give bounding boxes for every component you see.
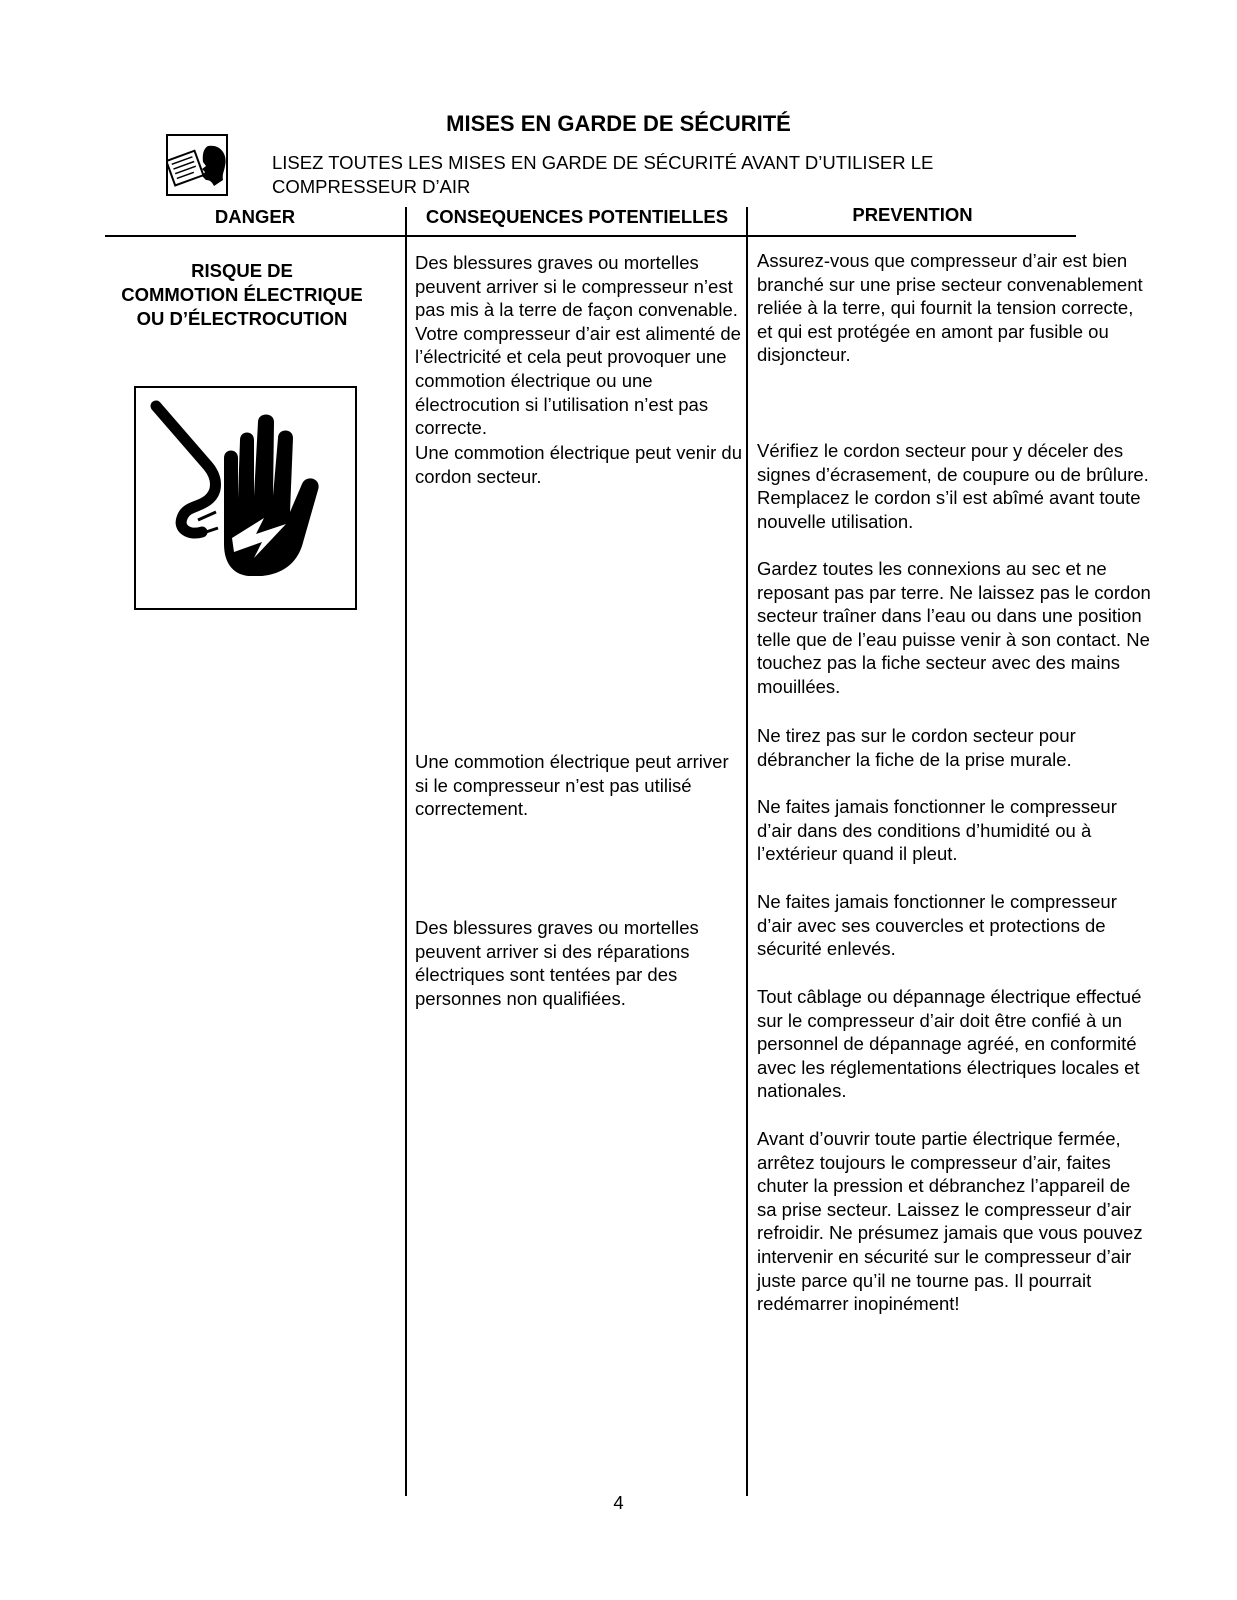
prevention-text: Tout câblage ou dépannage électrique effectué sur le compresseur d’air doit être confié à un personnel de dépannage agréé, en conformité avec les réglementations électriques locales et nationales. xyxy=(757,986,1142,1102)
consequence-text: Une commotion électrique peut venir du cordon secteur. xyxy=(415,442,743,487)
danger-line: RISQUE DE xyxy=(191,260,293,281)
column-header-danger: DANGER xyxy=(214,206,296,227)
intro-line: COMPRESSEUR D’AIR xyxy=(272,176,471,197)
column-header-prevention: PREVENTION xyxy=(852,204,973,225)
consequence-text: Des blessures graves ou mortelles peuvent arriver si des réparations électriques sont tentées par des personnes non qualifiées. xyxy=(415,917,699,1009)
consequence-text: Une commotion électrique peut arriver si le compresseur n’est pas utilisé correctement. xyxy=(415,751,729,820)
column-divider-2 xyxy=(746,207,748,1496)
column-divider-1 xyxy=(405,207,407,1496)
intro-line: LISEZ TOUTES LES MISES EN GARDE DE SÉCURITÉ AVANT D’UTILISER LE xyxy=(272,152,934,173)
prevention-text: Ne faites jamais fonctionner le compresseur d’air dans des conditions d’humidité ou à l’extérieur quand il pleut. xyxy=(757,796,1117,865)
read-manual-icon xyxy=(166,134,228,196)
prevention-text: Avant d’ouvrir toute partie électrique fermée, arrêtez toujours le compresseur d’air, faites chuter la pression et débranchez l’appareil de sa prise secteur. Laissez le compresseur d’air refroidir. Ne présumez jamais que vous pouvez intervenir en sécurité sur le compresseur d’air juste parce qu’il ne tourne pas. Il pourrait redémarrer inopinément! xyxy=(757,1128,1143,1315)
danger-name xyxy=(108,259,376,331)
prevention-text: Ne faites jamais fonctionner le compresseur d’air avec ses couvercles et protections de sécurité enlevés. xyxy=(757,891,1117,960)
prevention-text: Vérifiez le cordon secteur pour y déceler des signes d’écrasement, de coupure ou de brûlure. Remplacez le cordon s’il est abîmé avant toute nouvelle utilisation. xyxy=(757,440,1149,532)
page-number: 4 xyxy=(613,1492,624,1513)
danger-line: OU D’ÉLECTROCUTION xyxy=(136,308,348,329)
electric-shock-hand-icon xyxy=(134,386,357,610)
intro-text xyxy=(272,151,1032,199)
danger-line: COMMOTION ÉLECTRIQUE xyxy=(121,284,363,305)
prevention-text: Assurez-vous que compresseur d’air est bien branché sur une prise secteur convenablement reliée à la terre, qui fournit la tension correcte, et qui est protégée en amont par fusible ou disjoncteur. xyxy=(757,250,1143,366)
prevention-text: Gardez toutes les connexions au sec et ne reposant pas par terre. Ne laissez pas le cordon secteur traîner dans l’eau ou dans une position telle que de l’eau puisse venir à son contact. Ne touchez pas la fiche secteur avec des mains mouillées. xyxy=(757,558,1151,697)
header-divider xyxy=(105,235,1076,237)
column-header-consequences: CONSEQUENCES POTENTIELLES xyxy=(425,206,729,227)
page-title: MISES EN GARDE DE SÉCURITÉ xyxy=(446,111,791,136)
consequence-text: Des blessures graves ou mortelles peuvent arriver si le compresseur n’est pas mis à la terre de façon convenable. Votre compresseur d’air est alimenté de l’électricité et cela peut provoquer une commotion électrique ou une électrocution si l’utilisation n’est pas correcte. xyxy=(415,252,741,439)
prevention-text: Ne tirez pas sur le cordon secteur pour débrancher la fiche de la prise murale. xyxy=(757,725,1076,770)
